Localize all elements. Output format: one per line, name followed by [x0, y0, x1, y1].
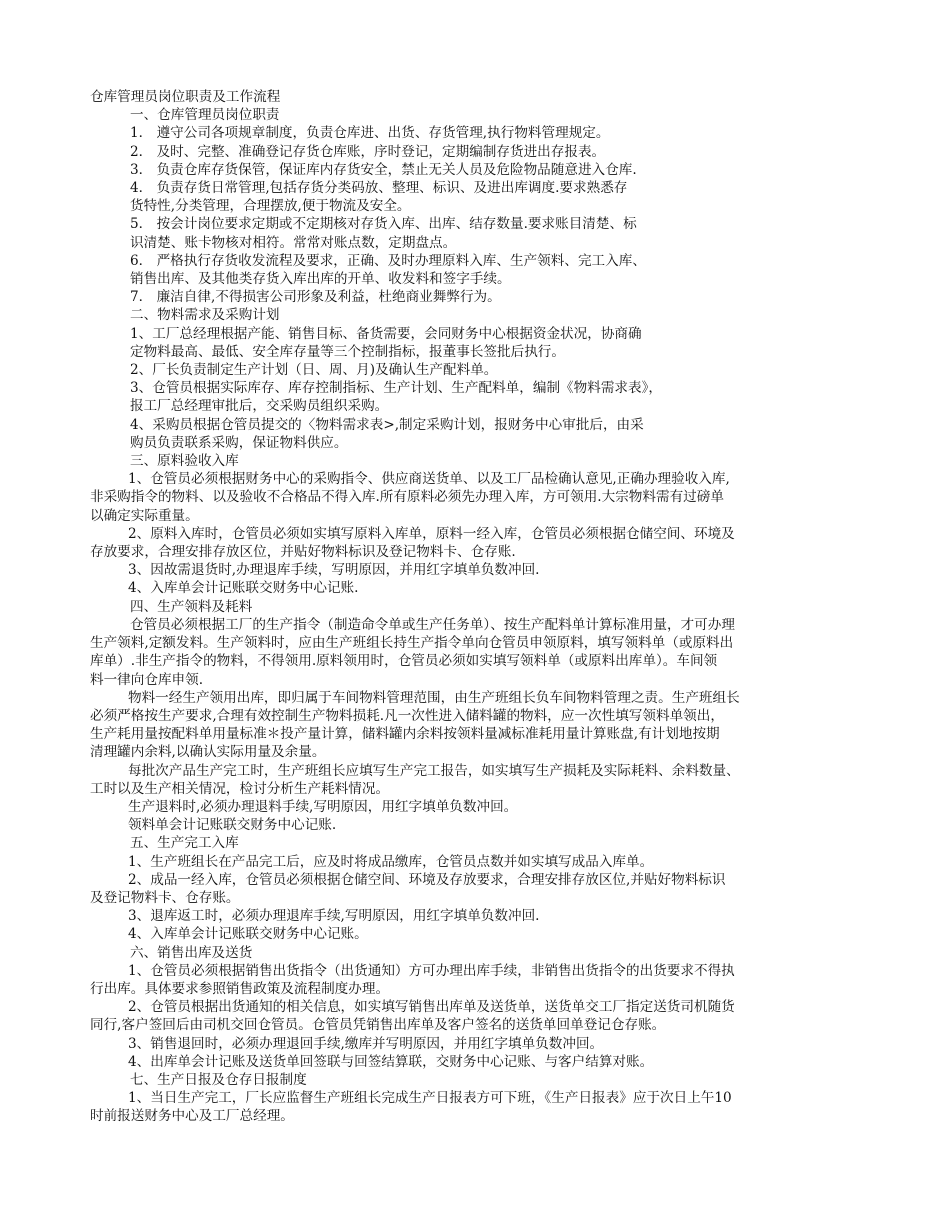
text-line: 1、生产班组长在产品完工后，应及时将成品缴库，仓管员点数并如实填写成品入库单。 — [128, 853, 654, 870]
text-line: 3、销售退回时，必须办理退回手续,缴库并写明原因，并用红字填单负数冲回。 — [128, 1035, 604, 1052]
text-line: 料一律向仓库申领. — [90, 671, 204, 688]
text-line: 购员负责联系采购，保证物料供应。 — [130, 434, 348, 451]
text-line: 领料单会计记账联交财务中心记账. — [128, 817, 337, 834]
text-line: 物料一经生产领用出库，即归属于车间物料管理范围，由生产班组长负车间物料管理之责。生产班组长 — [128, 689, 740, 706]
text-line: 四、生产领料及耗料 — [130, 598, 253, 615]
text-line: 存放要求，合理安排存放区位，并贴好物料标识及登记物料卡、仓存账. — [90, 544, 516, 561]
text-line: 4、入库单会计记账联交财务中心记账。 — [128, 926, 368, 943]
text-line: 7． 廉洁自律,不得损害公司形象及利益，杜绝商业舞弊行为。 — [130, 289, 501, 306]
document-body — [90, 106, 862, 1125]
text-line: 五、生产完工入库 — [130, 835, 239, 852]
text-line: 每批次产品生产完工时，生产班组长应填写生产完工报告，如实填写生产损耗及实际耗料、余料数量、 — [128, 762, 740, 779]
text-line: 3、因故需退货时,办理退库手续，写明原因，并用红字填单负数冲回. — [128, 562, 540, 579]
text-line: 2． 及时、完整、准确登记存货仓库账，序时登记，定期编制存货进出存报表。 — [130, 143, 606, 160]
text-line: 报工厂总经理审批后，交采购员组织采购。 — [130, 398, 389, 415]
text-line: 2、厂长负责制定生产计划（日、周、月)及确认生产配料单。 — [130, 362, 498, 379]
text-line: 4、采购员根据仓管员提交的〈物料需求表>,制定采购计划，报财务中心审批后，由采 — [130, 416, 644, 433]
text-line: 三、原料验收入库 — [130, 453, 239, 470]
text-line: 1、仓管员必须根据销售出货指令（出货通知）方可办理出库手续，非销售出货指令的出货要求不得执 — [128, 962, 735, 979]
text-line: 3、仓管员根据实际库存、库存控制指标、生产计划、生产配料单，编制《物料需求表》， — [130, 380, 663, 397]
text-line: 3、退库返工时，必须办理退库手续,写明原因，用红字填单负数冲回. — [128, 908, 540, 925]
text-line: 一、仓库管理员岗位职责 — [130, 107, 280, 124]
document-title: 仓库管理员岗位职责及工作流程 — [90, 89, 281, 105]
text-line: 六、销售出库及送货 — [130, 944, 253, 961]
text-line: 4、入库单会计记账联交财务中心记账. — [128, 580, 359, 597]
text-line: 4． 负责存货日常管理,包括存货分类码放、整理、标识、及进出库调度.要求熟悉存 — [130, 180, 628, 197]
text-line: 及登记物料卡、仓存账。 — [90, 889, 240, 906]
text-line: 非采购指令的物料、以及验收不合格品不得入库.所有原料必须先办理入库，方可领用.大宗物料需有过磅单 — [90, 489, 724, 506]
text-line: 销售出库、及其他类存货入库出库的开单、收发料和签字手续。 — [130, 271, 511, 288]
text-line: 2、仓管员根据出货通知的相关信息，如实填写销售出库单及送货单，送货单交工厂指定送货司机随货 — [128, 999, 735, 1016]
text-line: 行出库。具体要求参照销售政策及流程制度办理。 — [90, 980, 390, 997]
text-line: 清理罐内余料,以确认实际用量及余量。 — [90, 744, 326, 761]
text-line: 货特性,分类管理，合理摆放,便于物流及安全。 — [130, 198, 411, 215]
text-line: 1、当日生产完工，厂长应监督生产班组长完成生产日报表方可下班，《生产日报表》应于次日上午10 — [128, 1090, 732, 1107]
text-line: 生产耗用量按配料单用量标准＊投产量计算，储料罐内余料按领料量减标准耗用量计算账盘,有计划地按期 — [90, 726, 720, 743]
text-line: 生产领料,定额发料。生产领料时，应由生产班组长持生产指令单向仓管员申领原料，填写领料单（或原料出 — [90, 635, 734, 652]
text-line: 识清楚、账卡物核对相符。常常对账点数，定期盘点。 — [130, 234, 457, 251]
text-line: 4、出库单会计记账及送货单回签联与回签结算联，交财务中心记账、与客户结算对账。 — [128, 1053, 654, 1070]
text-line: 3． 负责仓库存货保管，保证库内存货安全，禁止无关人员及危险物品随意进入仓库. — [130, 161, 637, 178]
text-line: 二、物料需求及采购计划 — [130, 307, 280, 324]
text-line: 1． 遵守公司各项规章制度，负责仓库进、出货、存货管理,执行物料管理规定。 — [130, 125, 610, 142]
text-line: 仓管员必须根据工厂的生产指令（制造命令单或生产任务单）、按生产配料单计算标准用量，才可办理 — [130, 616, 735, 633]
text-line: 1、工厂总经理根据产能、销售目标、备货需要，会同财务中心根据资金状况，协商确 — [130, 325, 642, 342]
text-line: 库单）.非生产指令的物料，不得领用.原料领用时，仓管员必须如实填写领料单（或原料出库单）。车间领 — [90, 653, 718, 670]
text-line: 6． 严格执行存货收发流程及要求，正确、及时办理原料入库、生产领料、完工入库、 — [130, 252, 646, 269]
text-line: 定物料最高、最低、安全库存量等三个控制指标，报董事长签批后执行。 — [130, 343, 565, 360]
text-line: 时前报送财务中心及工厂总经理。 — [90, 1108, 294, 1125]
text-line: 同行,客户签回后由司机交回仓管员。仓管员凭销售出库单及客户签名的送货单回单登记仓存账。 — [90, 1017, 666, 1034]
text-line: 1、仓管员必须根据财务中心的采购指令、供应商送货单、以及工厂品检确认意见,正确办理验收入库, — [128, 471, 730, 488]
text-line: 2、成品一经入库，仓管员必须根据仓储空间、环境及存放要求，合理安排存放区位,并贴好物料标识 — [128, 871, 726, 888]
text-line: 生产退料时,必须办理退料手续,写明原因，用红字填单负数冲回。 — [128, 798, 518, 815]
text-line: 以确定实际重量。 — [90, 507, 199, 524]
text-line: 工时以及生产相关情况，检讨分析生产耗料情况。 — [90, 780, 390, 797]
text-line: 5． 按会计岗位要求定期或不定期核对存货入库、出库、结存数量.要求账目清楚、标 — [130, 216, 637, 233]
text-line: 七、生产日报及仓存日报制度 — [130, 1071, 307, 1088]
text-line: 必须严格按生产要求,合理有效控制生产物料损耗.凡一次性进入储料罐的物料，应一次性填写领料单领出， — [90, 707, 724, 724]
text-line: 2、原料入库时，仓管员必须如实填写原料入库单，原料一经入库，仓管员必须根据仓储空间、环境及 — [128, 525, 735, 542]
